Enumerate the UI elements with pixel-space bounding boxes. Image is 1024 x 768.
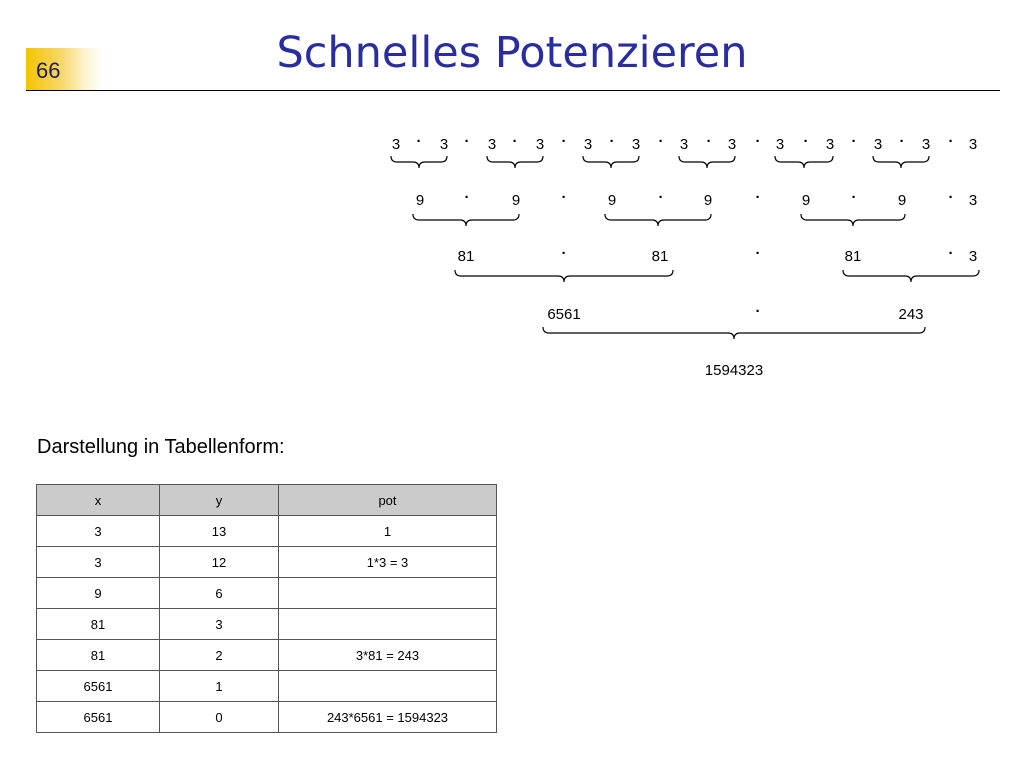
column-header-y: y: [160, 485, 279, 516]
cell-pot: 1*3 = 3: [279, 547, 497, 578]
row-threes-value: 3: [631, 136, 641, 153]
multiplication-dot: ·: [755, 133, 761, 150]
grouping-brace: [843, 270, 979, 282]
grouping-brace: [679, 156, 735, 168]
multiplication-dot: ·: [755, 189, 761, 206]
row-nines-value: 9: [897, 192, 907, 209]
row-result-value: 1594323: [704, 362, 764, 379]
grouping-brace: [801, 214, 905, 226]
table-row: [37, 578, 497, 609]
multiplication-dot: ·: [658, 189, 664, 206]
cell-y: 12: [160, 547, 279, 578]
cell-pot: [279, 578, 497, 609]
row-threes-value: 3: [825, 136, 835, 153]
grouping-brace: [391, 156, 447, 168]
multiplication-dot: ·: [755, 303, 761, 320]
row-nines-value: 9: [801, 192, 811, 209]
cell-y: 0: [160, 702, 279, 733]
row-nines-value: 9: [703, 192, 713, 209]
column-header-x: x: [37, 485, 160, 516]
cell-y: 3: [160, 609, 279, 640]
cell-pot: [279, 609, 497, 640]
cell-y: 6: [160, 578, 279, 609]
cell-pot: 3*81 = 243: [279, 640, 497, 671]
multiplication-dot: ·: [512, 133, 518, 150]
multiplication-dot: ·: [755, 245, 761, 262]
row-partial-products-value: 6561: [547, 306, 581, 323]
row-threes-value: 3: [391, 136, 401, 153]
row-eighty-ones-value: 81: [651, 248, 669, 265]
table-header-row: [37, 485, 497, 516]
grouping-brace: [455, 270, 673, 282]
grouping-brace: [487, 156, 543, 168]
cell-x: 3: [37, 547, 160, 578]
row-nines-value: 9: [415, 192, 425, 209]
row-nines-value: 3: [968, 192, 978, 209]
multiplication-dot: ·: [464, 189, 470, 206]
table-caption: Darstellung in Tabellenform:: [37, 436, 285, 458]
table-row: [37, 547, 497, 578]
multiplication-dot: ·: [948, 133, 954, 150]
grouping-brace: [873, 156, 929, 168]
multiplication-dot: ·: [464, 133, 470, 150]
row-threes-value: 3: [775, 136, 785, 153]
cell-x: 3: [37, 516, 160, 547]
multiplication-dot: ·: [851, 189, 857, 206]
row-eighty-ones-value: 3: [968, 248, 978, 265]
cell-x: 81: [37, 609, 160, 640]
row-threes-value: 3: [968, 136, 978, 153]
row-threes-value: 3: [535, 136, 545, 153]
cell-x: 6561: [37, 671, 160, 702]
row-threes-value: 3: [487, 136, 497, 153]
grouping-brace: [413, 214, 519, 226]
cell-pot: 243*6561 = 1594323: [279, 702, 497, 733]
row-partial-products-value: 243: [898, 306, 924, 323]
multiplication-dot: ·: [899, 133, 905, 150]
cell-x: 6561: [37, 702, 160, 733]
row-threes-value: 3: [583, 136, 593, 153]
multiplication-dot: ·: [609, 133, 615, 150]
cell-pot: 1: [279, 516, 497, 547]
row-nines-value: 9: [511, 192, 521, 209]
table-row: [37, 609, 497, 640]
table-row: [37, 640, 497, 671]
cell-y: 13: [160, 516, 279, 547]
multiplication-dot: ·: [561, 133, 567, 150]
cell-x: 81: [37, 640, 160, 671]
grouping-brace: [583, 156, 639, 168]
cell-y: 2: [160, 640, 279, 671]
cell-pot: [279, 671, 497, 702]
cell-x: 9: [37, 578, 160, 609]
grouping-brace: [775, 156, 833, 168]
grouping-brace: [605, 214, 711, 226]
multiplication-dot: ·: [561, 189, 567, 206]
multiplication-dot: ·: [851, 133, 857, 150]
value-table: [36, 484, 497, 733]
table-row: [37, 671, 497, 702]
cell-y: 1: [160, 671, 279, 702]
row-eighty-ones-value: 81: [844, 248, 862, 265]
table-row: [37, 516, 497, 547]
multiplication-dot: ·: [706, 133, 712, 150]
grouping-brace: [543, 327, 925, 339]
row-eighty-ones-value: 81: [457, 248, 475, 265]
row-nines-value: 9: [607, 192, 617, 209]
multiplication-dot: ·: [803, 133, 809, 150]
multiplication-dot: ·: [948, 189, 954, 206]
multiplication-dot: ·: [416, 133, 422, 150]
slide-title: Schnelles Potenzieren: [276, 28, 748, 78]
row-threes-value: 3: [873, 136, 883, 153]
slide-number: 66: [36, 58, 61, 83]
row-threes-value: 3: [679, 136, 689, 153]
row-threes-value: 3: [727, 136, 737, 153]
row-threes-value: 3: [439, 136, 449, 153]
table-row: [37, 702, 497, 733]
row-threes-value: 3: [921, 136, 931, 153]
multiplication-dot: ·: [948, 245, 954, 262]
column-header-pot: pot: [279, 485, 497, 516]
multiplication-dot: ·: [658, 133, 664, 150]
multiplication-dot: ·: [561, 245, 567, 262]
